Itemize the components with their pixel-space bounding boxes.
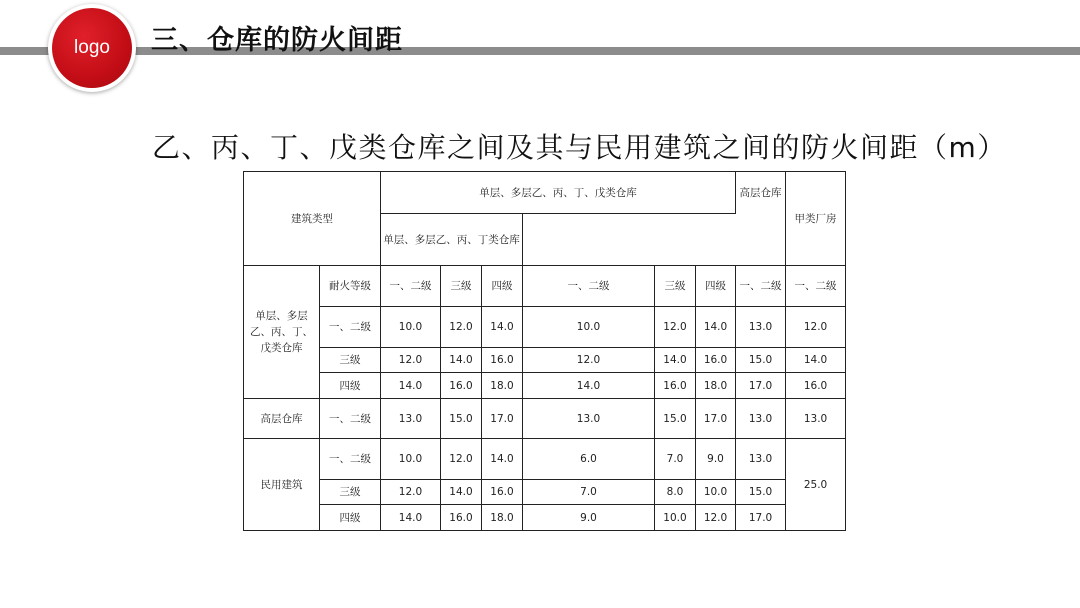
value-cell: 12.0: [696, 505, 736, 531]
header-high-rise-blank: [736, 214, 786, 266]
value-cell: 16.0: [441, 373, 482, 399]
rating-header: 一、二级: [736, 266, 786, 307]
value-cell: 14.0: [381, 373, 441, 399]
value-cell: 16.0: [655, 373, 696, 399]
value-cell: 12.0: [655, 307, 696, 348]
value-cell: 14.0: [696, 307, 736, 348]
rating-header: 三级: [441, 266, 482, 307]
row-group-label: 单层、多层乙、丙、丁、戊类仓库: [244, 266, 320, 399]
value-cell: 18.0: [696, 373, 736, 399]
header-building-type: 建筑类型: [244, 172, 381, 266]
value-cell: 9.0: [696, 439, 736, 480]
value-cell: 17.0: [482, 399, 523, 439]
fire-distance-table: [243, 171, 846, 531]
value-cell: 13.0: [381, 399, 441, 439]
value-cell: 10.0: [381, 307, 441, 348]
value-cell: 14.0: [381, 505, 441, 531]
value-cell: 6.0: [523, 439, 655, 480]
value-cell: 16.0: [482, 480, 523, 505]
grade-cell: 四级: [320, 373, 381, 399]
value-cell: 14.0: [482, 439, 523, 480]
value-cell: 14.0: [523, 373, 655, 399]
value-cell: 14.0: [482, 307, 523, 348]
header-single-multi-bcd: 单层、多层乙、丙、丁类仓库: [381, 214, 523, 266]
value-cell-merged: 25.0: [786, 439, 846, 531]
rating-header: 四级: [482, 266, 523, 307]
grade-cell: 一、二级: [320, 439, 381, 480]
value-cell: 10.0: [523, 307, 655, 348]
rating-header: 三级: [655, 266, 696, 307]
value-cell: 14.0: [786, 348, 846, 373]
logo: [52, 8, 132, 88]
logo-text: logo: [74, 37, 110, 58]
value-cell: 14.0: [441, 480, 482, 505]
value-cell: 9.0: [523, 505, 655, 531]
value-cell: 12.0: [441, 307, 482, 348]
value-cell: 12.0: [523, 348, 655, 373]
value-cell: 10.0: [381, 439, 441, 480]
table-title: 乙、丙、丁、戊类仓库之间及其与民用建筑之间的防火间距（m）: [152, 131, 1007, 164]
value-cell: 7.0: [655, 439, 696, 480]
page-title: 三、仓库的防火间距: [151, 25, 403, 56]
grade-cell: 四级: [320, 505, 381, 531]
value-cell: 10.0: [696, 480, 736, 505]
value-cell: 7.0: [523, 480, 655, 505]
value-cell: 12.0: [381, 348, 441, 373]
value-cell: 13.0: [786, 399, 846, 439]
value-cell: 16.0: [441, 505, 482, 531]
header-blank: [523, 214, 736, 266]
grade-cell: 一、二级: [320, 307, 381, 348]
value-cell: 17.0: [736, 373, 786, 399]
rating-header: 一、二级: [786, 266, 846, 307]
value-cell: 16.0: [482, 348, 523, 373]
rating-header: 四级: [696, 266, 736, 307]
header-class-a-plant: 甲类厂房: [786, 172, 846, 266]
value-cell: 17.0: [696, 399, 736, 439]
value-cell: 14.0: [441, 348, 482, 373]
rating-header: 一、二级: [381, 266, 441, 307]
value-cell: 12.0: [786, 307, 846, 348]
value-cell: 10.0: [655, 505, 696, 531]
value-cell: 15.0: [736, 480, 786, 505]
header-high-rise-warehouse: 高层仓库: [736, 172, 786, 214]
value-cell: 13.0: [523, 399, 655, 439]
value-cell: 16.0: [786, 373, 846, 399]
row-group-label: 高层仓库: [244, 399, 320, 439]
value-cell: 14.0: [655, 348, 696, 373]
rating-header: 一、二级: [523, 266, 655, 307]
value-cell: 15.0: [441, 399, 482, 439]
fire-rating-label: 耐火等级: [320, 266, 381, 307]
value-cell: 15.0: [655, 399, 696, 439]
value-cell: 16.0: [696, 348, 736, 373]
value-cell: 12.0: [441, 439, 482, 480]
value-cell: 12.0: [381, 480, 441, 505]
grade-cell: 三级: [320, 348, 381, 373]
grade-cell: 一、二级: [320, 399, 381, 439]
value-cell: 18.0: [482, 373, 523, 399]
value-cell: 18.0: [482, 505, 523, 531]
value-cell: 13.0: [736, 439, 786, 480]
value-cell: 13.0: [736, 399, 786, 439]
grade-cell: 三级: [320, 480, 381, 505]
value-cell: 17.0: [736, 505, 786, 531]
header-single-multi-warehouse: 单层、多层乙、丙、丁、戊类仓库: [381, 172, 736, 214]
value-cell: 13.0: [736, 307, 786, 348]
value-cell: 15.0: [736, 348, 786, 373]
value-cell: 8.0: [655, 480, 696, 505]
row-group-label: 民用建筑: [244, 439, 320, 531]
